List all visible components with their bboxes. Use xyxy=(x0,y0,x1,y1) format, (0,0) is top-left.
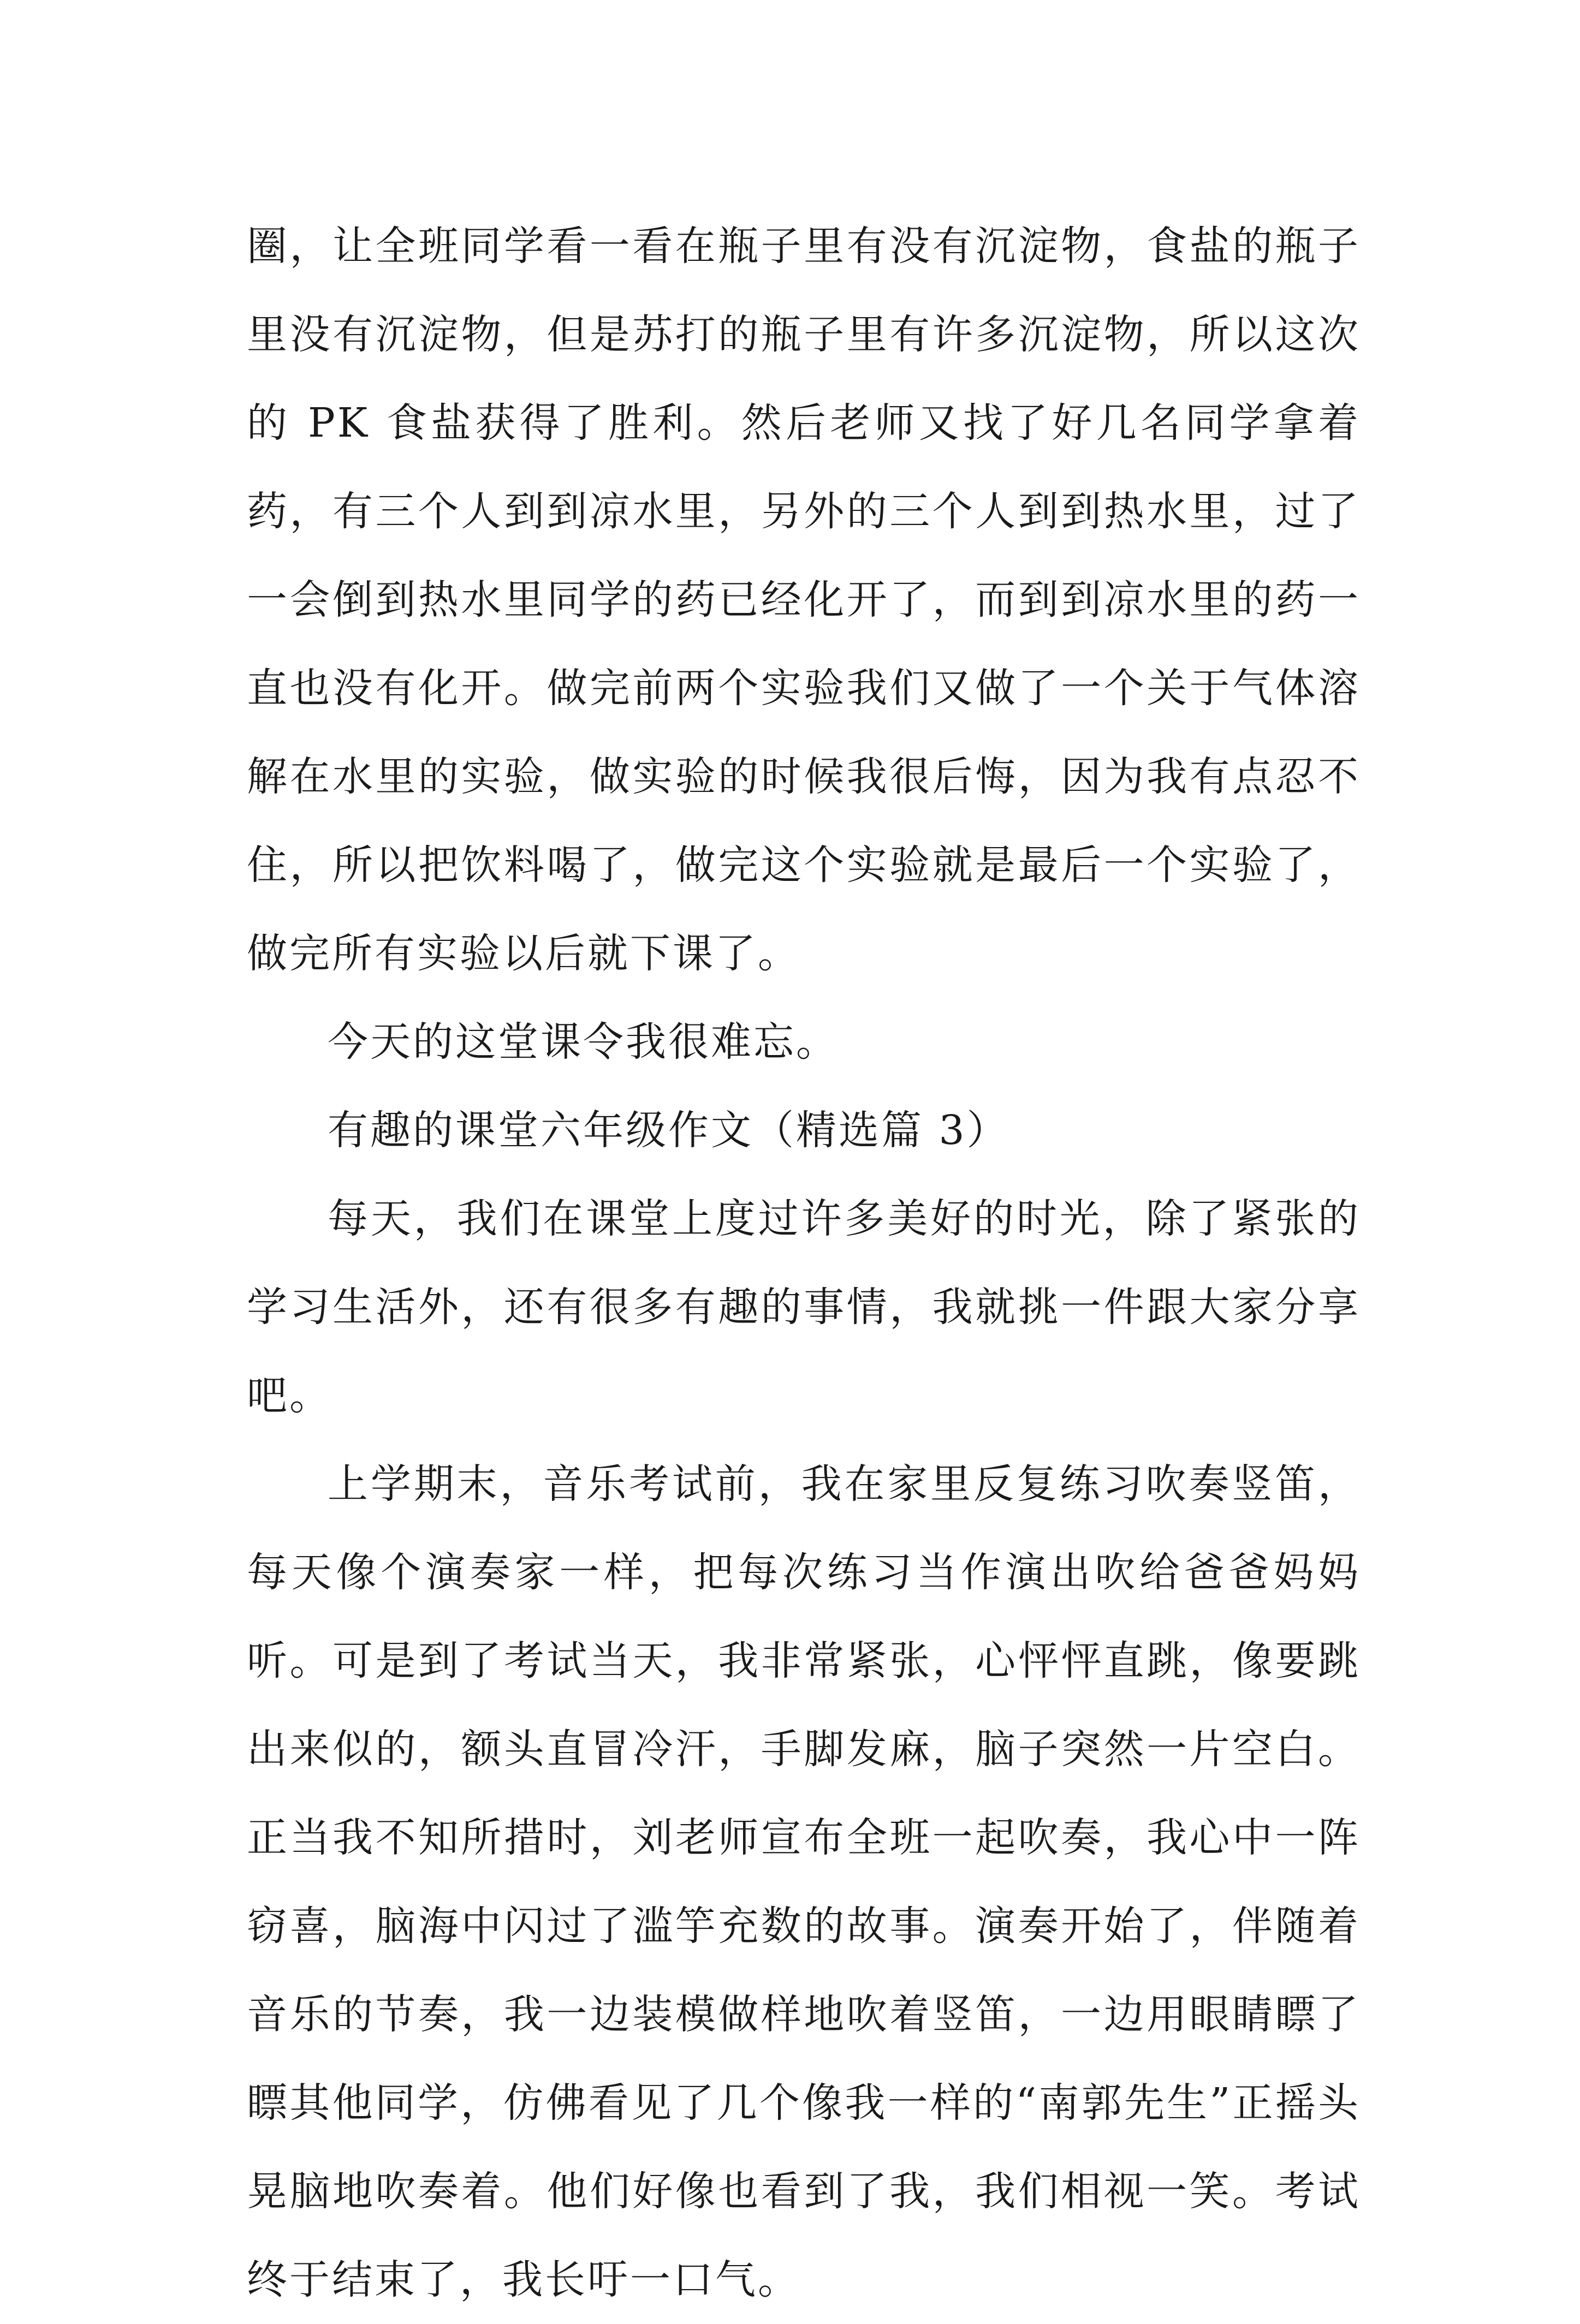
paragraph-continued-experiment: 圈，让全班同学看一看在瓶子里有没有沉淀物，食盐的瓶子里没有沉淀物，但是苏打的瓶子里有许多沉淀物，所以这次的 PK 食盐获得了胜利。然后老师又找了好几名同学拿着药，有三个人到到凉水里，另外的三个人到到热水里，过了一会倒到热水里同学的药已经化开了，而到到凉水里的药一直也没有化开。做完前两个实验我们又做了一个关于气体溶解在水里的实验，做实验的时候我很后悔，因为我有点忍不住，所以把饮料喝了，做完这个实验就是最后一个实验了，做完所有实验以后就下课了。 xyxy=(247,223,1361,977)
paragraph-memorable-class: 今天的这堂课令我很难忘。 xyxy=(328,1018,839,1065)
paragraph-music-exam: 上学期末，音乐考试前，我在家里反复练习吹奏竖笛，每天像个演奏家一样，把每次练习当作演出吹给爸爸妈妈听。可是到了考试当天，我非常紧张，心怦怦直跳，像要跳出来似的，额头直冒冷汗，手脚发麻，脑子突然一片空白。正当我不知所措时，刘老师宣布全班一起吹奏，我心中一阵窃喜，脑海中闪过了滥竽充数的故事。演奏开始了，伴随着音乐的节奏，我一边装模做样地吹着竖笛，一边用眼睛瞟了瞟其他同学，仿佛看见了几个像我一样的“南郭先生”正摇头晃脑地吹奏着。他们好像也看到了我，我们相视一笑。考试终于结束了，我长吁一口气。 xyxy=(247,1461,1361,2303)
paragraph-intro: 每天，我们在课堂上度过许多美好的时光，除了紧张的学习生活外，还有很多有趣的事情，我就挑一件跟大家分享吧。 xyxy=(247,1195,1361,1419)
essay-section-title: 有趣的课堂六年级作文（精选篇 3） xyxy=(328,1107,1009,1154)
document-body xyxy=(247,202,1361,2324)
